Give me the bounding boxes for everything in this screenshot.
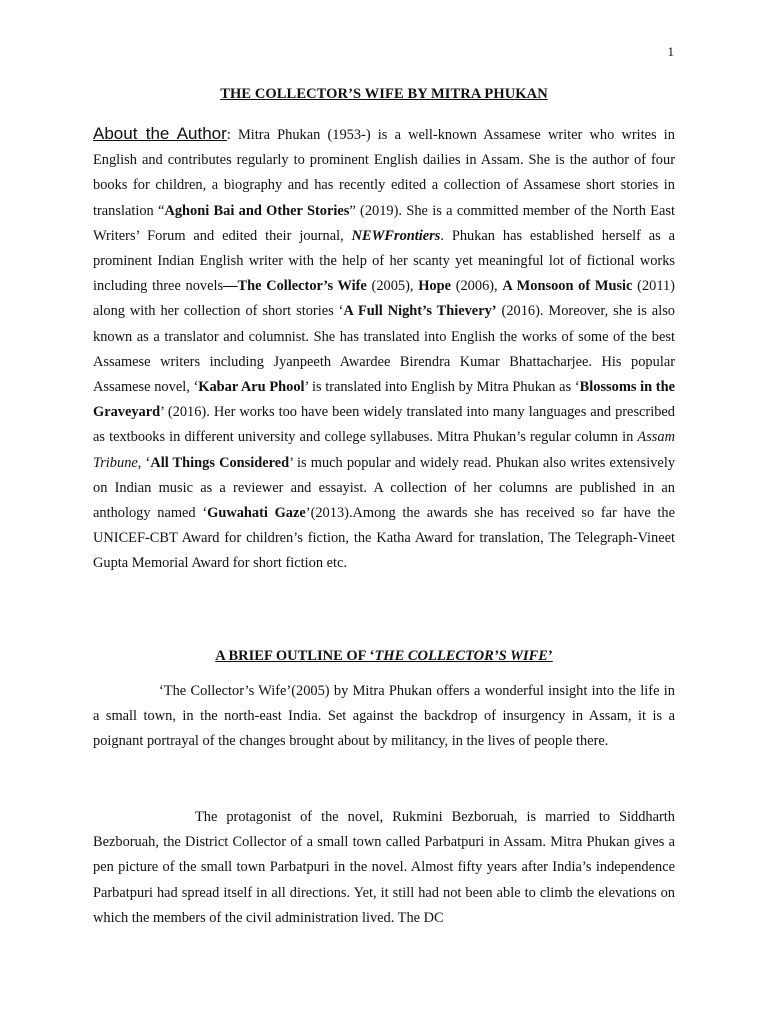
outline-heading-title: THE COLLECTOR’S WIFE [374, 648, 548, 664]
about-text-segment: ‘ [141, 454, 151, 471]
about-text-segment: ’ (2016). Her works too have been widely translated into many languages and prescribed as textbooks in different university and college syllabuses. Mitra Phukan’s regular column in [93, 404, 675, 446]
about-author-paragraph [93, 121, 675, 577]
about-text-segment: (2005), [366, 278, 419, 295]
about-text-segment: A Full Night’s Thievery’ [343, 303, 497, 320]
about-text-segment: Kabar Aru Phool [198, 379, 305, 396]
about-text-segment: NEWFrontiers [351, 227, 441, 244]
outline-heading [0, 648, 768, 665]
about-text-segment: (2016). Moreover, she is also known as a translator and columnist. She has translated into English the works of some of the best Assamese writers including Jyanpeeth Awardee Birendra Kumar Bhattacharjee. His popular Assamese novel, ‘ [93, 303, 675, 396]
about-text-segment: ” (2019). She is a committed member of the North East Writers’ Forum and edited their journal, [93, 202, 676, 244]
about-text-segment: Aghoni Bai and Other Stories [164, 202, 350, 219]
page-number: 1 [667, 44, 674, 59]
about-text-segment: All Things Considered [150, 454, 290, 471]
about-text-segment: Guwahati Gaze [207, 505, 306, 522]
about-text-segment: (2011) along with her collection of short stories ‘ [93, 278, 675, 320]
about-text-segment: ’ is translated into English by Mitra Phukan as ‘ [304, 379, 580, 396]
about-text-segment: . Phukan has established herself as a prominent Indian English writer with the help of her scanty yet meaningful lot of fictional works including three novels [93, 227, 676, 295]
about-text-segment: (2006), [450, 278, 503, 295]
outline-paragraph-1: ‘The Collector’s Wife’(2005) by Mitra Phukan offers a wonderful insight into the life in a small town, in the north-east India. Set against the backdrop of insurgency in Assam, it is a poignant portrayal of the changes brought about by militancy, in the lives of people there. [93, 683, 675, 750]
outline-paragraph-2: The protagonist of the novel, Rukmini Bezboruah, is married to Siddharth Bezboruah, the District Collector of a small town called Parbatpuri in Assam. Mitra Phukan gives a pen picture of the small town Parbatpuri in the novel. Almost fifty years after India’s independence Parbatpuri had spread itself in all directions. Yet, it still had not been able to climb the elevations on which the members of the civil administration lived. The DC [93, 809, 675, 926]
about-text-segment: A Monsoon of Music [502, 278, 633, 295]
outline-heading-prefix: A BRIEF OUTLINE OF ‘ [215, 648, 375, 664]
about-text-segment: Assam Tribune, [93, 429, 675, 471]
document-title: THE COLLECTOR’S WIFE BY MITRA PHUKAN [220, 86, 548, 102]
about-text-segment: : Mitra Phukan (1953-) is a well-known Assamese writer who writes in English and contributes regularly to prominent English dailies in Assam. She is the author of four books for children, a biography and has recently edited a collection of Assamese short stories in translation “ [93, 127, 675, 219]
about-text-segment: Blossoms in the Graveyard [93, 379, 675, 421]
about-text-segment: Hope [418, 278, 451, 295]
about-author-heading: About the Author [93, 124, 227, 143]
about-text-segment: ’ is much popular and widely read. Phukan also writes extensively on Indian music as a reviewer and essayist. A collection of her columns are published in an anthology named ‘ [93, 454, 676, 522]
about-text-segment: ’(2013).Among the awards she has received so far have the UNICEF-CBT Award for children’s fiction, the Katha Award for translation, The Telegraph-Vineet Gupta Memorial Award for short fiction etc. [93, 505, 675, 572]
outline-heading-suffix: ’ [547, 648, 553, 664]
about-text-segment: —The Collector’s Wife [223, 278, 367, 295]
